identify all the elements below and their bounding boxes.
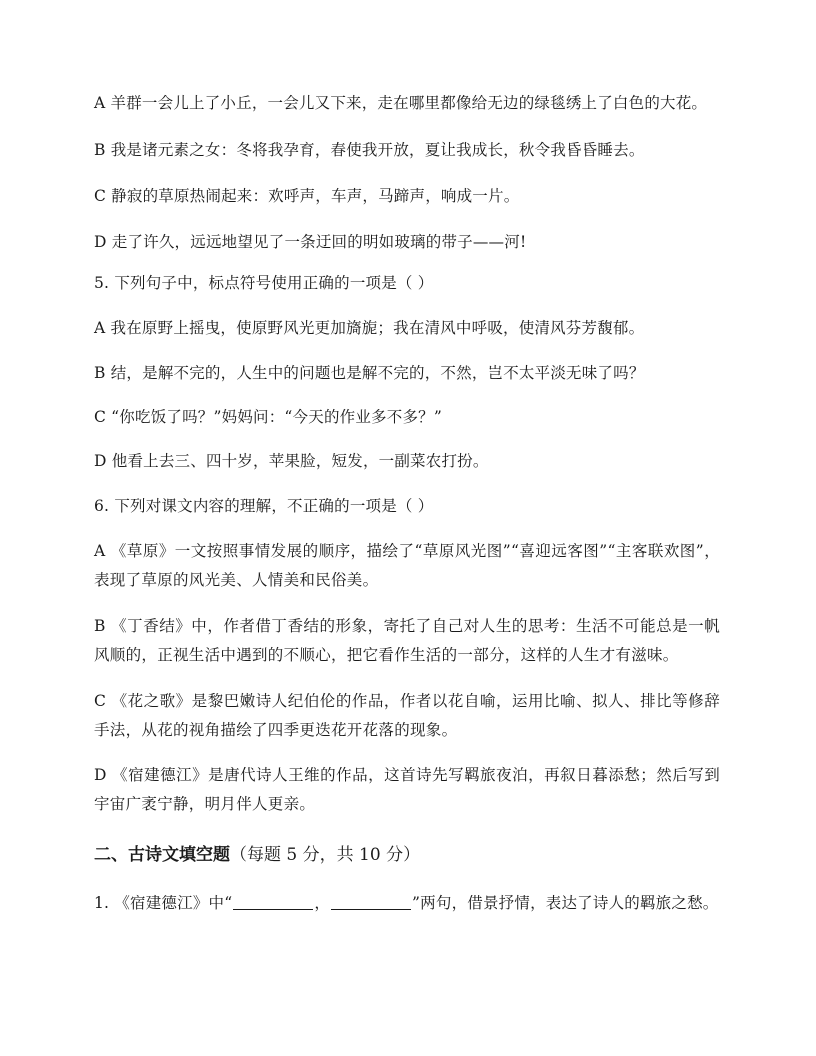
fill-1-prefix: 1. 《宿建德江》中“ (94, 894, 233, 912)
q6-stem: 6. 下列对课文内容的理解，不正确的一项是（ ） (94, 497, 434, 515)
q5-option-b: B 结，是解不完的，人生中的问题也是解不完的，不然，岂不太平淡无味了吗？ (94, 364, 645, 382)
q5-option-c: C “你吃饭了吗？”妈妈问：“今天的作业多不多？” (94, 408, 442, 426)
section-2-title: 二、古诗文填空题 (94, 845, 230, 865)
q5-option-a: A 我在原野上摇曳，使原野风光更加旖旎；我在清风中呼吸，使清风芬芳馥郁。 (94, 319, 645, 337)
q6-option-b: B 《丁香结》中，作者借丁香结的形象，寄托了自己对人生的思考：生活不可能总是一帆风顺的，正视生活中遇到的不顺心，把它看作生活的一部分，这样的人生才有滋味。 (94, 617, 720, 664)
fill-question-1 (94, 888, 734, 918)
q5-stem: 5. 下列句子中，标点符号使用正确的一项是（ ） (94, 274, 434, 292)
q6-option-a: A 《草原》一文按照事情发展的顺序，描绘了“草原风光图”“喜迎远客图”“主客联欢图”，表现了草原的风光美、人情美和民俗美。 (94, 542, 720, 589)
q5-option-d: D 他看上去三、四十岁，苹果脸，短发，一副菜农打扮。 (94, 452, 489, 470)
fill-1-suffix: ”两句，借景抒情，表达了诗人的羁旅之愁。 (412, 894, 719, 912)
q6-option-c: C 《花之歌》是黎巴嫩诗人纪伯伦的作品，作者以花自喻，运用比喻、拟人、排比等修辞手法，从花的视角描绘了四季更迭花开花落的现象。 (94, 692, 720, 739)
answer-blank-2[interactable] (331, 893, 411, 910)
q6-option-d: D 《宿建德江》是唐代诗人王维的作品，这首诗先写羁旅夜泊，再叙日暮添愁；然后写到宇宙广袤宁静，明月伴人更亲。 (94, 766, 720, 813)
answer-blank-1[interactable] (233, 893, 313, 910)
q4-option-b: B 我是诸元素之女：冬将我孕育，春使我开放，夏让我成长，秋令我昏昏睡去。 (94, 141, 645, 159)
section-2-note: （每题 5 分，共 10 分） (230, 845, 421, 865)
fill-1-comma: ， (314, 894, 331, 912)
section-2-heading (94, 840, 734, 870)
q4-option-c: C 静寂的草原热闹起来：欢呼声，车声，马蹄声，响成一片。 (94, 187, 520, 205)
q4-option-a: A 羊群一会儿上了小丘，一会儿又下来，走在哪里都像给无边的绿毯绣上了白色的大花。 (94, 94, 708, 112)
q4-option-d: D 走了许久，远远地望见了一条迂回的明如玻璃的带子——河! (94, 233, 527, 251)
